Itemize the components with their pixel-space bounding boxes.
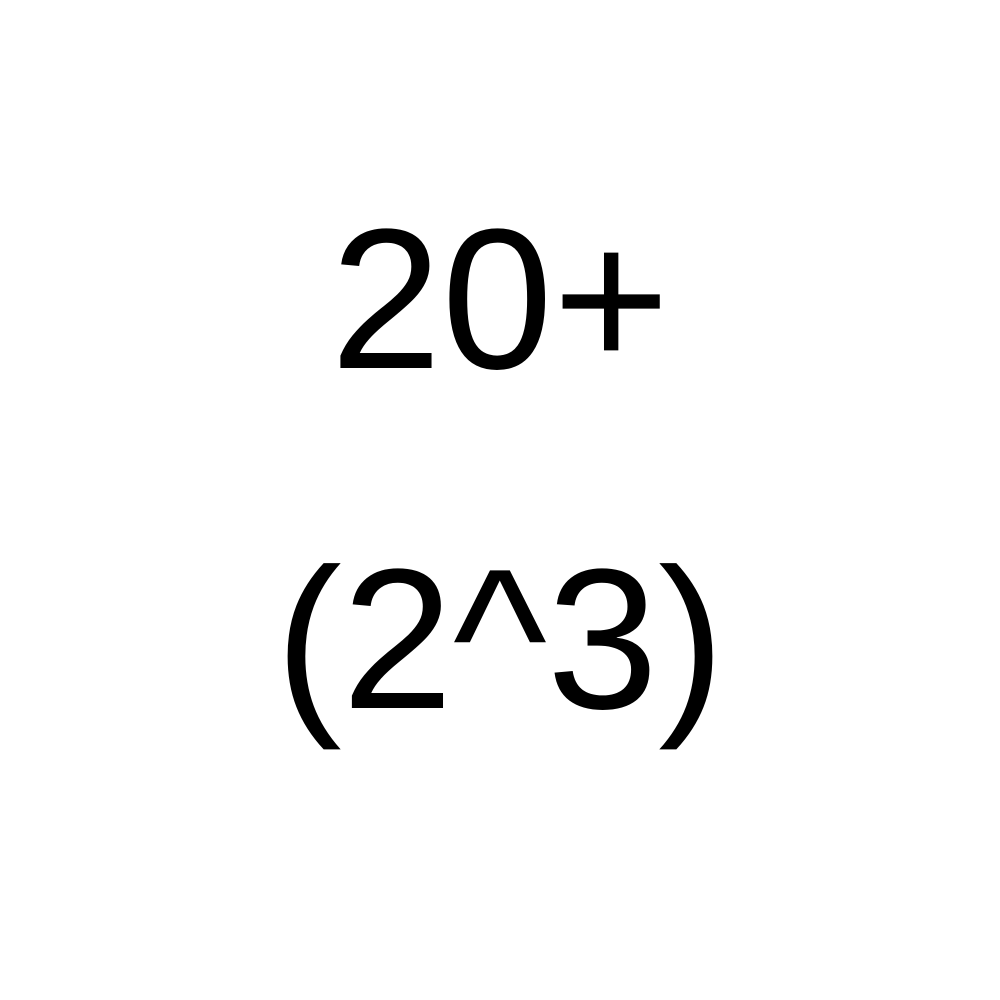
expression-line-1: 20+: [330, 188, 670, 411]
expression-line-2: (2^3): [275, 528, 725, 751]
